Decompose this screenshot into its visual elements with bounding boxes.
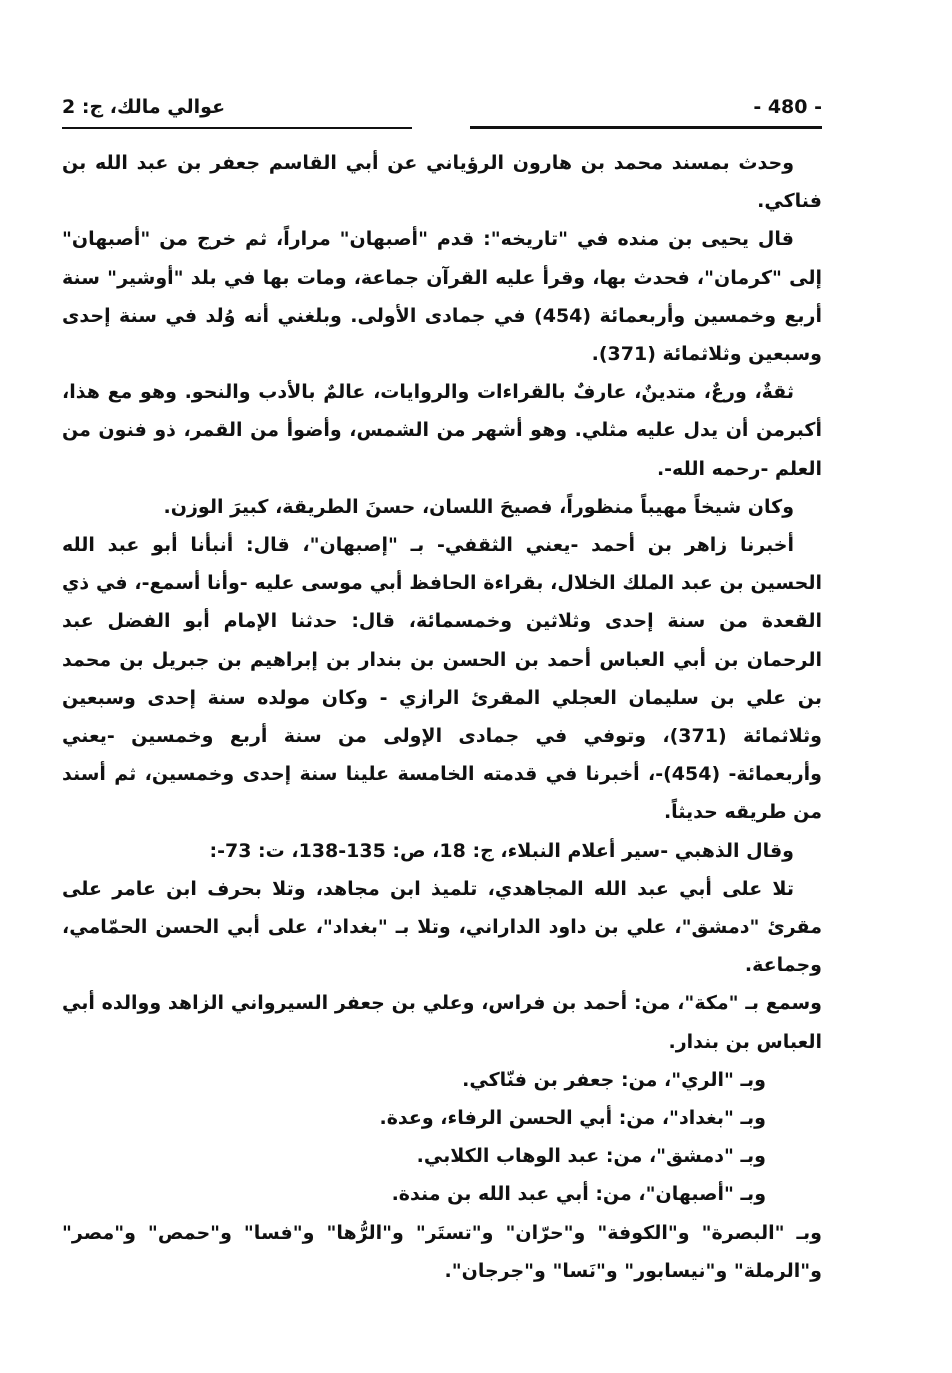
page-number: - 480 - [753, 96, 822, 118]
paragraph: قال يحيى بن منده في "تاريخه": قدم "أصبهان" مراراً، ثم خرج من "أصبهان" إلى "كرمان"، فحدث بها، وقرأ عليه القرآن جماعة، ومات بها في بلد "أوشير" سنة أربع وخمسين وأربعمائة (454) في جمادى الأولى. وبلغني أنه وُلد في سنة إحدى وسبعين وثلاثمائة (371). [62, 228, 823, 366]
paragraph: تلا على أبي عبد الله المجاهدي، تلميذ ابن مجاهد، وتلا بحرف ابن عامر على مقرئ "دمشق"، علي بن داود الداراني، وتلا بـ "بغداد"، على أبي الحسن الحمّامي، وجماعة. [62, 877, 822, 977]
running-title: عوالي مالك، ج: 2 [62, 96, 226, 118]
paragraph: وكان شيخاً مهيباً منظوراً، فصيحَ اللسان، حسنَ الطريقة، كبيرَ الوزن. [163, 495, 794, 518]
list-item: وبـ "بغداد"، من: أبي الحسن الرفاء، وعدة. [379, 1107, 766, 1130]
paragraph: وحدث بمسند محمد بن هارون الرؤياني عن أبي القاسم جعفر بن عبد الله بن فناكي. [62, 152, 822, 213]
paragraph: ثقةٌ، ورعٌ، متدينٌ، عارفٌ بالقراءات والروايات، عالمٌ بالأدب والنحو. وهو مع هذا، أكبرمن أن يدل عليه مثلي. وهو أشهر من الشمس، وأضوأ من القمر، ذو فنون من العلم -رحمه الله-. [62, 381, 822, 480]
body-text [62, 144, 822, 1290]
paragraph: وقال الذهبي -سير أعلام النبلاء، ج: 18، ص: 135-138، ت: 73-: [209, 839, 794, 862]
list-item: وبـ "دمشق"، من: عبد الوهاب الكلابي. [416, 1145, 766, 1168]
paragraph: وسمع بـ "مكة"، من: أحمد بن فراس، وعلي بن جعفر السيرواني الزاهد ووالده أبي العباس بن بندار. [62, 992, 822, 1053]
list-item: وبـ "الري"، من: جعفر بن فنّاكي. [462, 1068, 766, 1091]
page-header [62, 96, 822, 126]
list-item: وبـ "أصبهان"، من: أبي عبد الله بن مندة. [391, 1183, 766, 1206]
paragraph: أخبرنا زاهر بن أحمد -يعني الثقفي- بـ "إصبهان"، قال: أنبأنا أبو عبد الله الحسين بن عبد الملك الخلال، بقراءة الحافظ أبي موسى عليه -وأنا أسمع-، في ذي القعدة من سنة إحدى وثلاثين وخمسمائة، قال: حدثنا الإمام أبو الفضل عبد الرحمان بن أبي العباس أحمد بن الحسن بن بندار بن إبراهيم بن جبريل بن محمد بن علي بن سليمان العجلي المقرئ الرازي - وكان مولده سنة إحدى وسبعين وثلاثمائة (371)، وتوفي في جمادى الإولى من سنة أربع وخمسين -يعني وأربعمائة- (454)-، أخبرنا في قدمته الخامسة علينا سنة إحدى وخمسين، ثم أسند من طريقه حديثاً. [62, 534, 822, 824]
header-rule-left [62, 127, 412, 129]
final-paragraph: وبـ "البصرة" و"الكوفة" و"حرّان" و"تستَر" و"الرُّها" و"فسا" و"حمص" و"مصر" و"الرملة" و"نيسابور" و"نَسا" و"جرجان". [62, 1221, 822, 1282]
header-rule-right [470, 126, 822, 129]
